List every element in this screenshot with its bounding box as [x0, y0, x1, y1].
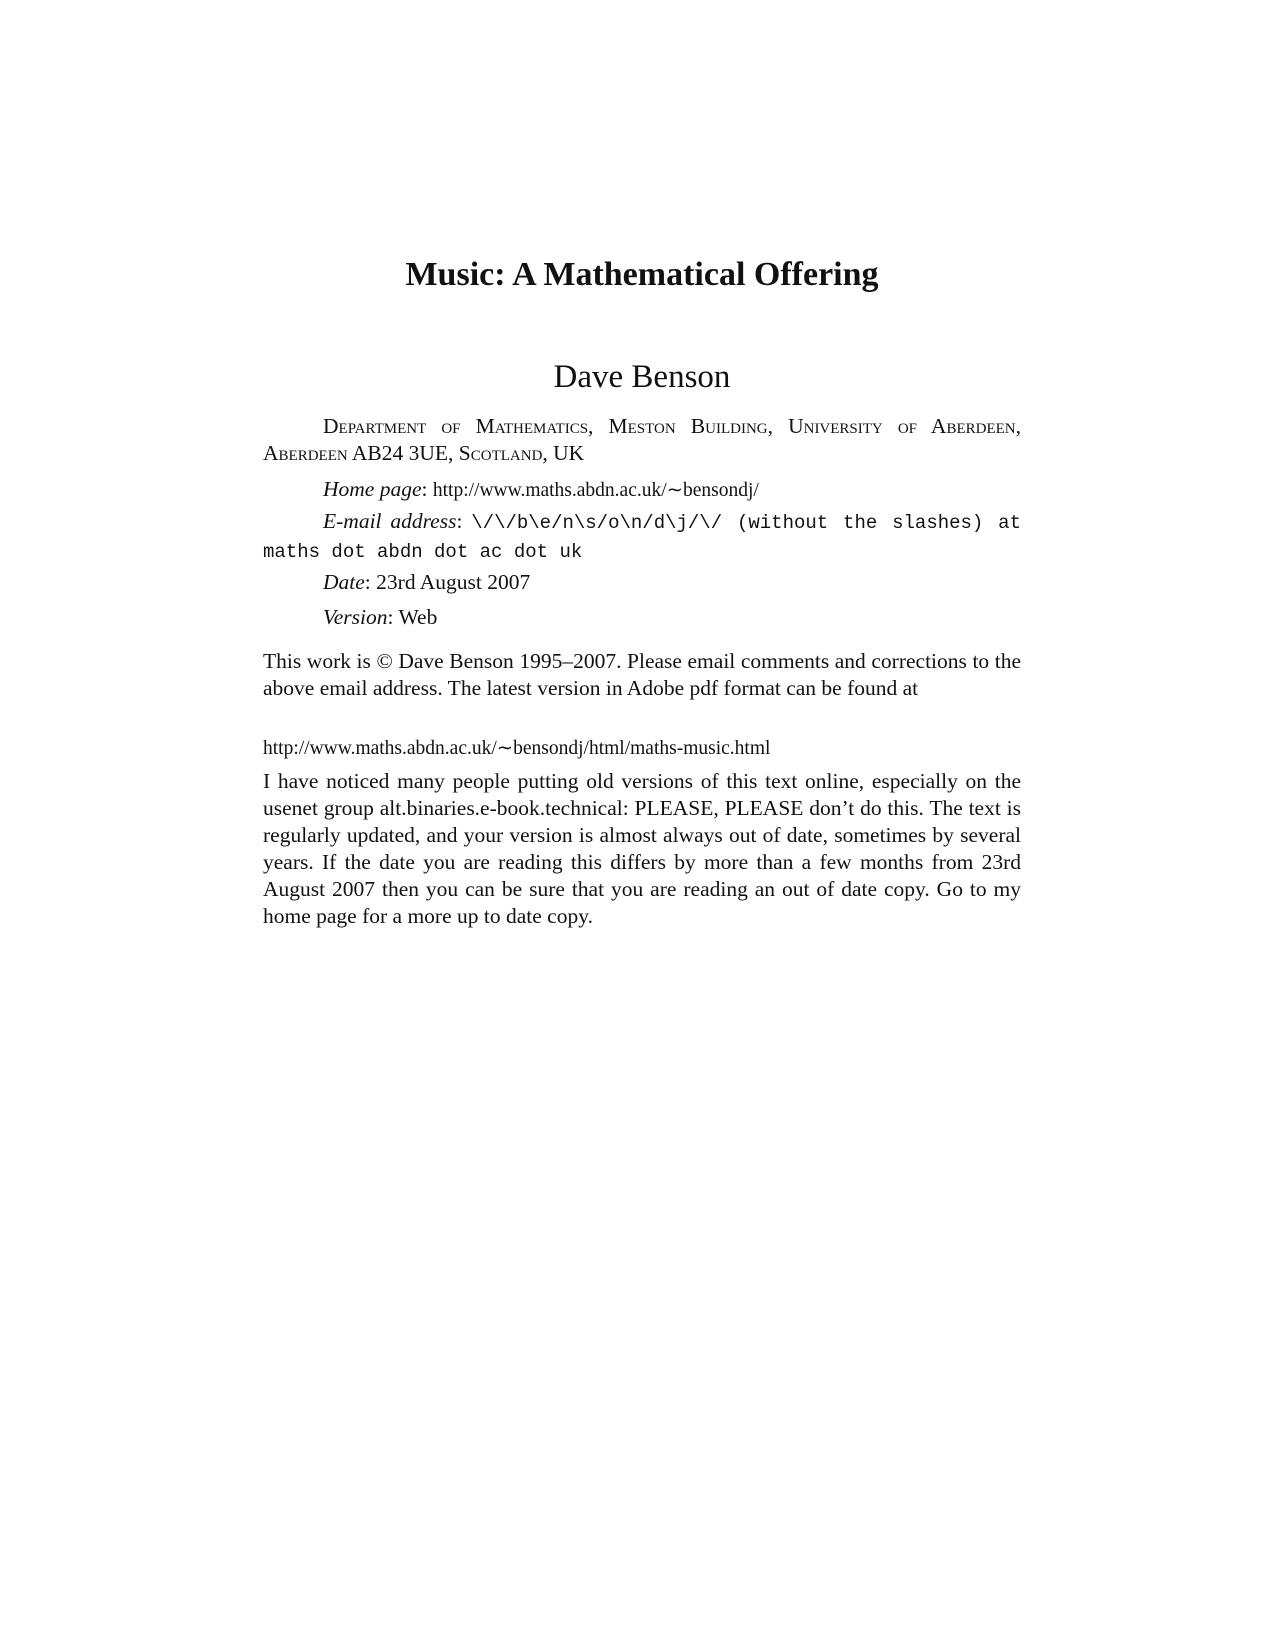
- date-line: Date: 23rd August 2007: [323, 570, 531, 594]
- copyright-paragraph: This work is © Dave Benson 1995–2007. Please email comments and corrections to the above email address. The latest version in Adobe pdf format can be found at: [263, 649, 1021, 700]
- home-page-label: Home page: [323, 477, 422, 501]
- warning-paragraph: I have noticed many people putting old versions of this text online, especially on the usenet group alt.binaries.e-book.technical: PLEASE, PLEASE don’t do this. The text is regularly updated, and your version is almost always out of date, sometimes by several years. If the date you are reading this differs by more than a few months from 23rd August 2007 then you can be sure that you are reading an out of date copy. Go to my home page for a more up to date copy.: [263, 769, 1021, 928]
- home-page-url[interactable]: http://www.maths.abdn.ac.uk/∼bensondj/: [432, 480, 759, 501]
- affiliation: Department of Mathematics, Meston Building, University of Aberdeen, Aberdeen AB24 3UE, Scotland, UK: [263, 414, 1021, 465]
- date-value: 23rd August 2007: [376, 570, 531, 594]
- email-label: E-mail address: [323, 509, 457, 533]
- version-line: Version: Web: [323, 605, 438, 629]
- email-value: \/\/b\e/n\s/o\n/d\j/\/ (without the slashes) at maths dot abdn dot ac dot uk: [263, 512, 1021, 563]
- email-line: E-mail address: \/\/b\e/n\s/o\n/d\j/\/ (without the slashes) at maths dot abdn dot ac dot uk: [263, 509, 1021, 563]
- version-value: Web: [398, 605, 438, 629]
- home-page-line: Home page: http://www.maths.abdn.ac.uk/∼bensondj/: [323, 477, 759, 501]
- document-title: Music: A Mathematical Offering: [405, 256, 879, 293]
- date-label: Date: [323, 570, 365, 594]
- pdf-url[interactable]: http://www.maths.abdn.ac.uk/∼bensondj/html/maths-music.html: [263, 738, 771, 759]
- version-label: Version: [323, 605, 388, 629]
- author-name: Dave Benson: [553, 359, 731, 395]
